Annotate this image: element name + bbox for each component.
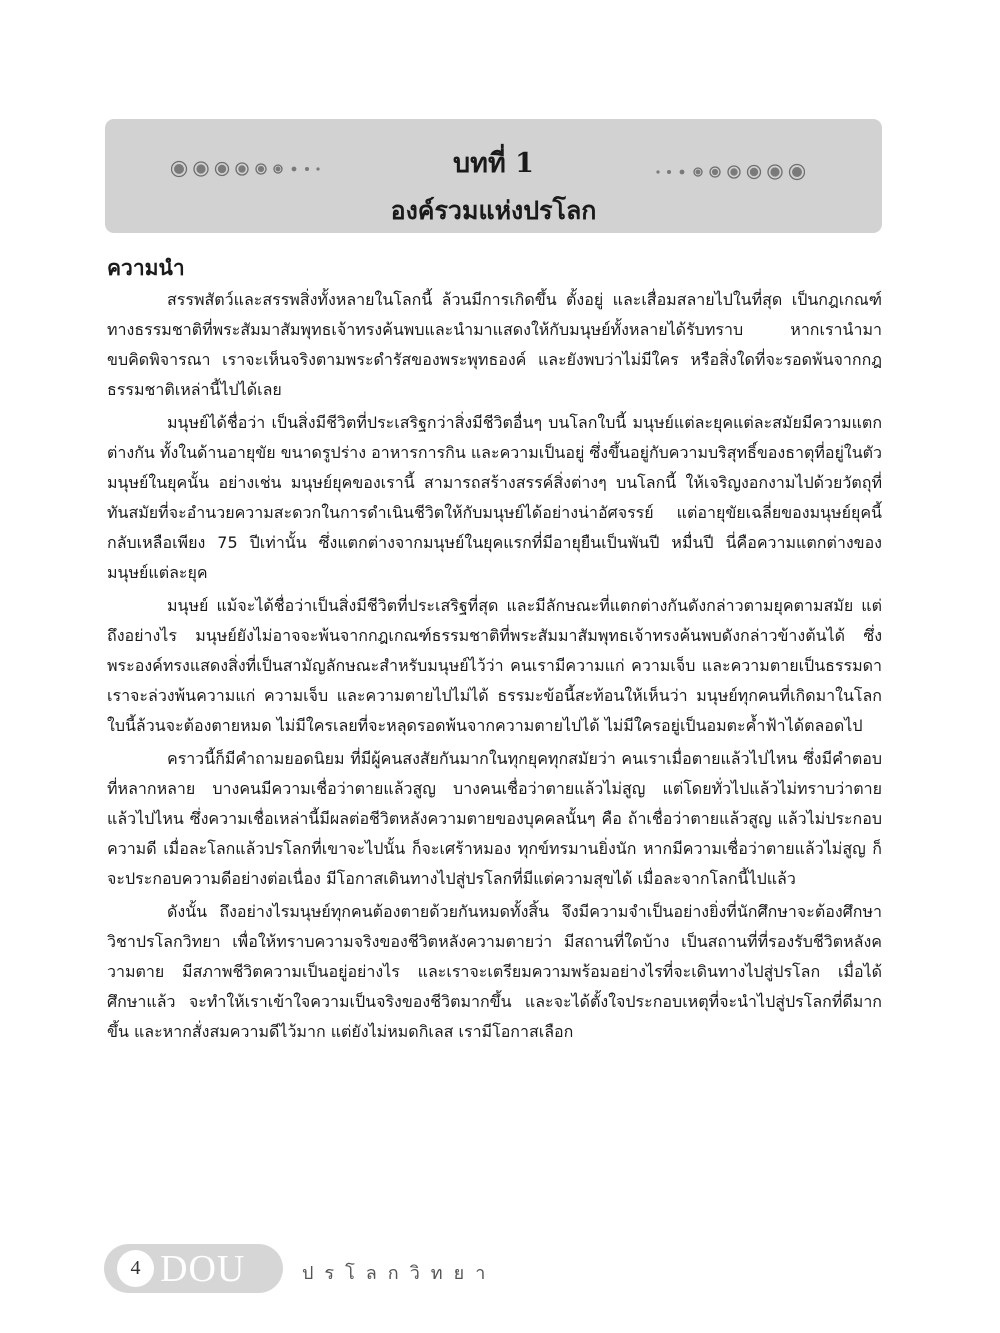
section-heading: ความนำ [107,256,185,280]
chapter-title: องค์รวมแห่งปรโลก [390,196,597,225]
paragraph: คราวนี้ก็มีคำถามยอดนิยม ที่มีผู้คนสงสัยกันมากในทุกยุคทุกสมัยว่า คนเราเมื่อตายแล้วไปไหน ซึ่งมีคำตอบที่หลากหลาย บางคนมีความเชื่อว่าตายแล้วสูญ บางคนเชื่อว่าตายแล้วไม่สูญ แต่โดยทั่วไปแล้วไม่ทราบว่าตายแล้วไปไหน ซึ่งความเชื่อเหล่านี้มีผลต่อชีวิตหลังความตายของบุคคลนั้นๆ คือ ถ้าเชื่อว่าตายแล้วสูญ แล้วไม่ประกอบความดี เมื่อละโลกแล้วปรโลกที่เขาจะไปนั้น ก็จะเศร้าหมอง ทุกข์ทรมานยิ่งนัก หากมีความเชื่อว่าตายแล้วไม่สูญ ก็จะประกอบความดีอย่างต่อเนื่อง มีโอกาสเดินทางไปสู่ปรโลกที่มีแต่ความสุขได้ เมื่อละจากโลกนี้ไปแล้ว [107,749,882,888]
paragraph: มนุษย์ได้ชื่อว่า เป็นสิ่งมีชีวิตที่ประเสริฐกว่าสิ่งมีชีวิตอื่นๆ บนโลกใบนี้ มนุษย์แต่ละยุคแต่ละสมัยมีความแตกต่างกัน ทั้งในด้านอายุขัย ขนาดรูปร่าง อาหารการกิน และความเป็นอยู่ ซึ่งขึ้นอยู่กับความบริสุทธิ์ของธาตุที่อยู่ในตัวมนุษย์ในยุคนั้น อย่างเช่น มนุษย์ยุคของเรานี้ สามารถสร้างสรรค์สิ่งต่างๆ บนโลกนี้ ให้เจริญงอกงามไปด้วยวัตถุที่ทันสมัยที่จะอำนวยความสะดวกในการดำเนินชีวิตให้กับมนุษย์ได้อย่างน่าอัศจรรย์ แต่อายุขัยเฉลี่ยของมนุษย์ยุคนี้ กลับเหลือเพียง 75 ปีเท่านั้น ซึ่งแตกต่างจากมนุษย์ในยุคแรกที่มีอายุยืนเป็นพันปี หมื่นปี นี่คือความแตกต่างของมนุษย์แต่ละยุค [107,413,882,582]
page-number: 4 [117,1250,154,1287]
dou-logo: DOU [160,1248,246,1290]
chapter-header-box [105,119,882,233]
body-text [107,285,882,1050]
chapter-number: บทที่ 1 [453,148,534,179]
footer-course-title: ปรโลกวิทยา [302,1263,497,1284]
paragraph: สรรพสัตว์และสรรพสิ่งทั้งหลายในโลกนี้ ล้วนมีการเกิดขึ้น ตั้งอยู่ และเสื่อมสลายไปในที่สุด เป็นกฎเกณฑ์ทางธรรมชาติที่พระสัมมาสัมพุทธเจ้าทรงค้นพบและนำมาแสดงให้กับมนุษย์ทั้งหลายได้รับทราบ หากเรานำมาขบคิดพิจารณา เราจะเห็นจริงตามพระดำรัสของพระพุทธองค์ และยังพบว่าไม่มีใคร หรือสิ่งใดที่จะรอดพ้นจากกฎธรรมชาติเหล่านี้ไปได้เลย [107,290,882,399]
paragraph: ดังนั้น ถึงอย่างไรมนุษย์ทุกคนต้องตายด้วยกันหมดทั้งสิ้น จึงมีความจำเป็นอย่างยิ่งที่นักศึกษาจะต้องศึกษาวิชาปรโลกวิทยา เพื่อให้ทราบความจริงของชีวิตหลังความตายว่า มีสถานที่ใดบ้าง เป็นสถานที่ที่รองรับชีวิตหลังความตาย มีสภาพชีวิตความเป็นอยู่อย่างไร และเราจะเตรียมความพร้อมอย่างไรที่จะเดินทางไปสู่ปรโลก เมื่อได้ศึกษาแล้ว จะทำให้เราเข้าใจความเป็นจริงของชีวิตมากขึ้น และจะได้ตั้งใจประกอบเหตุที่จะนำไปสู่ปรโลกที่ดีมากขึ้น และหากสั่งสมความดีไว้มาก แต่ยังไม่หมดกิเลส เรามีโอกาสเลือก [107,902,882,1041]
footer-badge [104,1244,283,1293]
paragraph: มนุษย์ แม้จะได้ชื่อว่าเป็นสิ่งมีชีวิตที่ประเสริฐที่สุด และมีลักษณะที่แตกต่างกันดังกล่าวตามยุคตามสมัย แต่ถึงอย่างไร มนุษย์ยังไม่อาจจะพ้นจากกฎเกณฑ์ธรรมชาติที่พระสัมมาสัมพุทธเจ้าทรงค้นพบดังกล่าวข้างต้นได้ ซึ่งพระองค์ทรงแสดงสิ่งที่เป็นสามัญลักษณะสำหรับมนุษย์ไว้ว่า คนเรามีความแก่ ความเจ็บ และความตายเป็นธรรมดา เราจะล่วงพ้นความแก่ ความเจ็บ และความตายไปไม่ได้ ธรรมะข้อนี้สะท้อนให้เห็นว่า มนุษย์ทุกคนที่เกิดมาในโลกใบนี้ล้วนจะต้องตายหมด ไม่มีใครเลยที่จะหลุดรอดพ้นจากความตายไปได้ ไม่มีใครอยู่เป็นอมตะค้ำฟ้าได้ตลอดไป [107,596,882,735]
decorative-dots-right-icon [655,160,805,184]
